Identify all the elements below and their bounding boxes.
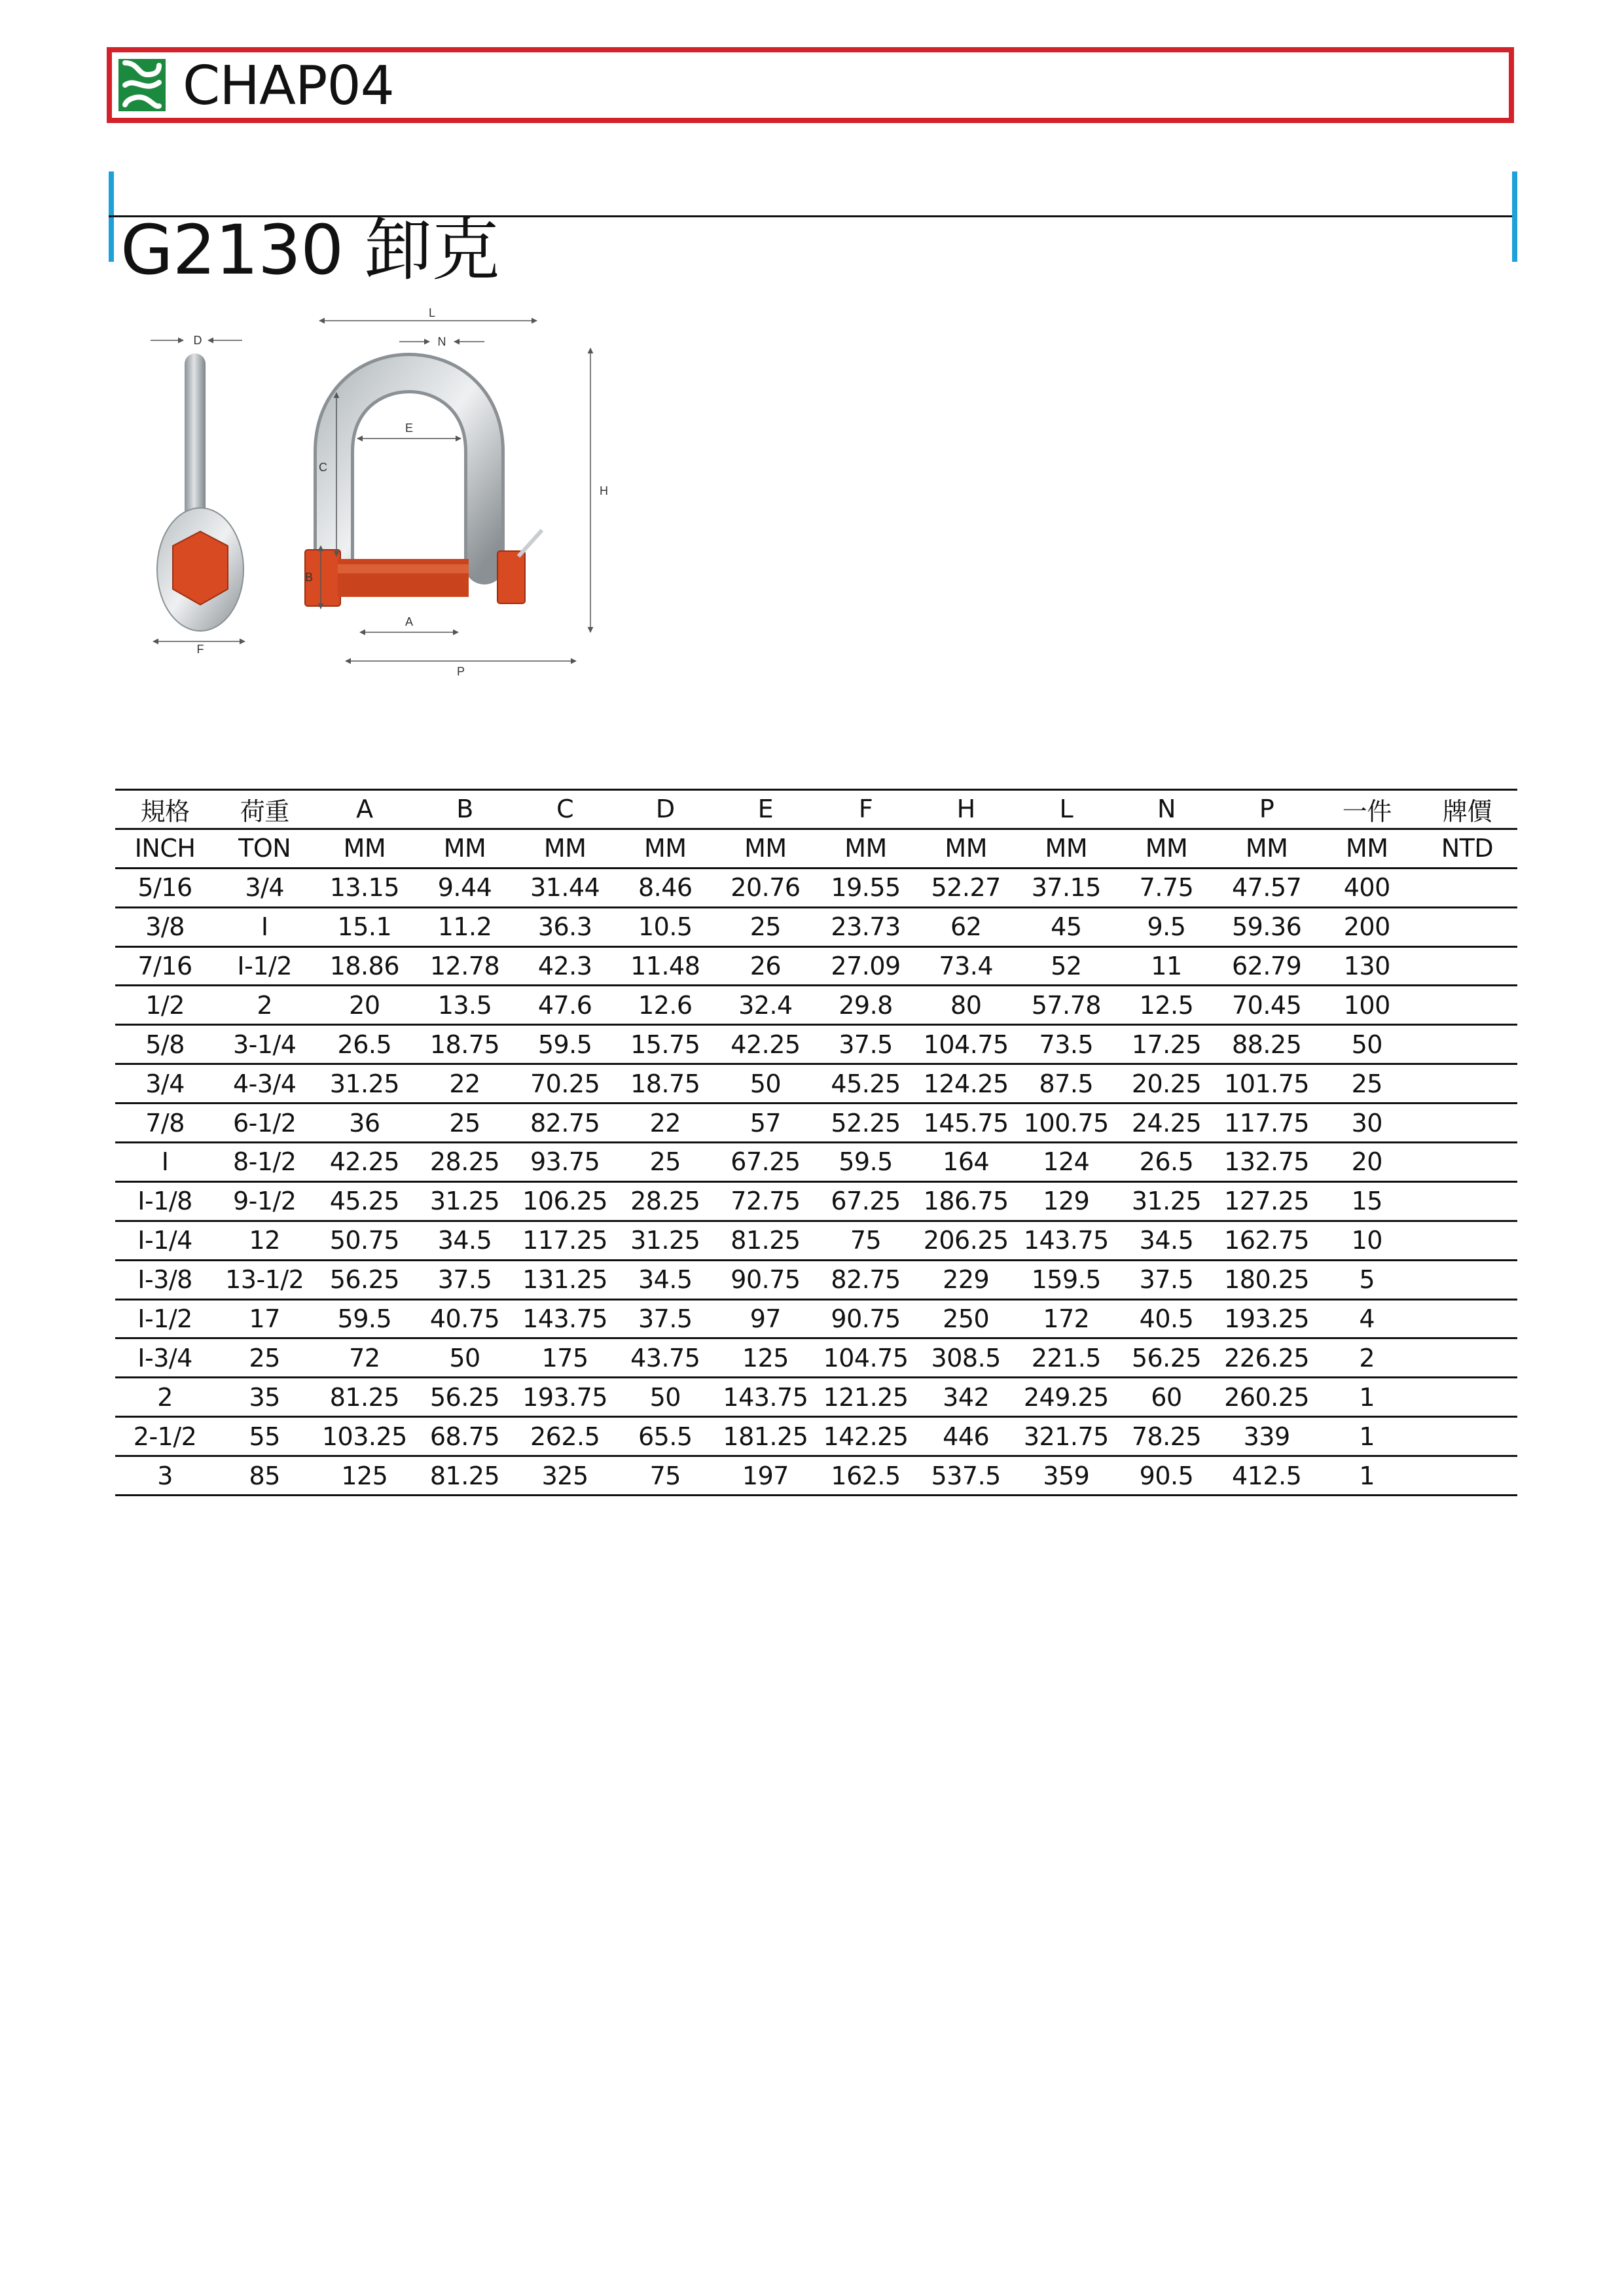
- cell-unit-qty: 5: [1317, 1260, 1417, 1299]
- cell-b: 81.25: [414, 1456, 514, 1496]
- cell-price: [1417, 1338, 1517, 1378]
- cell-c: 325: [515, 1456, 615, 1496]
- cell-f: 45.25: [816, 1064, 916, 1103]
- cell-c: 93.75: [515, 1143, 615, 1182]
- cell-price: [1417, 1025, 1517, 1064]
- cell-load: 25: [215, 1338, 314, 1378]
- table-row: [115, 1025, 1517, 1064]
- heading-accent-right: [1512, 171, 1517, 262]
- cell-n: 56.25: [1116, 1338, 1216, 1378]
- dim-label-b: B: [304, 571, 313, 584]
- unit-cell-spec: INCH: [115, 829, 215, 868]
- cell-d: 34.5: [615, 1260, 715, 1299]
- cell-unit-qty: 4: [1317, 1299, 1417, 1338]
- cell-l: 100.75: [1016, 1103, 1116, 1143]
- cell-f: 82.75: [816, 1260, 916, 1299]
- cell-load: I-1/2: [215, 946, 314, 986]
- cell-l: 87.5: [1016, 1064, 1116, 1103]
- cell-c: 70.25: [515, 1064, 615, 1103]
- cell-c: 193.75: [515, 1378, 615, 1417]
- cell-spec: 3/8: [115, 907, 215, 946]
- cell-h: 145.75: [916, 1103, 1016, 1143]
- cell-load: 9-1/2: [215, 1181, 314, 1221]
- unit-cell-unit-qty: MM: [1317, 829, 1417, 868]
- cell-spec: I-1/4: [115, 1221, 215, 1260]
- cell-d: 25: [615, 1143, 715, 1182]
- cell-h: 52.27: [916, 868, 1016, 907]
- cell-unit-qty: 1: [1317, 1456, 1417, 1496]
- table-row: [115, 1378, 1517, 1417]
- cell-price: [1417, 907, 1517, 946]
- cell-d: 18.75: [615, 1064, 715, 1103]
- cell-price: [1417, 1221, 1517, 1260]
- cell-spec: 7/8: [115, 1103, 215, 1143]
- cell-h: 73.4: [916, 946, 1016, 986]
- cell-e: 20.76: [715, 868, 816, 907]
- cell-load: 55: [215, 1417, 314, 1456]
- cell-b: 12.78: [414, 946, 514, 986]
- cell-f: 121.25: [816, 1378, 916, 1417]
- dim-label-p: P: [456, 665, 465, 678]
- dim-label-c: C: [319, 461, 327, 474]
- cell-unit-qty: 25: [1317, 1064, 1417, 1103]
- cell-e: 125: [715, 1338, 816, 1378]
- cell-spec: 7/16: [115, 946, 215, 986]
- cell-c: 131.25: [515, 1260, 615, 1299]
- cell-h: 80: [916, 986, 1016, 1025]
- cell-n: 78.25: [1116, 1417, 1216, 1456]
- cell-l: 52: [1016, 946, 1116, 986]
- cell-b: 34.5: [414, 1221, 514, 1260]
- cell-a: 36: [314, 1103, 414, 1143]
- cell-l: 73.5: [1016, 1025, 1116, 1064]
- cell-f: 27.09: [816, 946, 916, 986]
- cell-c: 59.5: [515, 1025, 615, 1064]
- cell-spec: 2: [115, 1378, 215, 1417]
- cell-price: [1417, 868, 1517, 907]
- cell-n: 11: [1116, 946, 1216, 986]
- cell-b: 31.25: [414, 1181, 514, 1221]
- table-row: [115, 1181, 1517, 1221]
- cell-d: 8.46: [615, 868, 715, 907]
- header-cell-unit-qty: 一件: [1317, 790, 1417, 829]
- unit-cell-d: MM: [615, 829, 715, 868]
- cell-p: 339: [1217, 1417, 1317, 1456]
- cell-n: 31.25: [1116, 1181, 1216, 1221]
- unit-cell-n: MM: [1116, 829, 1216, 868]
- cell-price: [1417, 1064, 1517, 1103]
- cell-unit-qty: 10: [1317, 1221, 1417, 1260]
- cell-f: 23.73: [816, 907, 916, 946]
- cell-l: 172: [1016, 1299, 1116, 1338]
- cell-l: 57.78: [1016, 986, 1116, 1025]
- cell-b: 68.75: [414, 1417, 514, 1456]
- unit-cell-a: MM: [314, 829, 414, 868]
- cell-load: 4-3/4: [215, 1064, 314, 1103]
- cell-f: 162.5: [816, 1456, 916, 1496]
- cell-p: 101.75: [1217, 1064, 1317, 1103]
- cell-p: 412.5: [1217, 1456, 1317, 1496]
- header-cell-spec: 規格: [115, 790, 215, 829]
- table-body: [115, 868, 1517, 1495]
- cell-h: 186.75: [916, 1181, 1016, 1221]
- cell-p: 162.75: [1217, 1221, 1317, 1260]
- cell-a: 50.75: [314, 1221, 414, 1260]
- chapter-header-bar: [107, 47, 1514, 123]
- cell-n: 7.75: [1116, 868, 1216, 907]
- table-row: [115, 1260, 1517, 1299]
- cell-a: 56.25: [314, 1260, 414, 1299]
- cell-l: 143.75: [1016, 1221, 1116, 1260]
- cell-e: 143.75: [715, 1378, 816, 1417]
- cell-price: [1417, 1299, 1517, 1338]
- cell-c: 175: [515, 1338, 615, 1378]
- cell-h: 342: [916, 1378, 1016, 1417]
- cell-d: 31.25: [615, 1221, 715, 1260]
- table-row: [115, 946, 1517, 986]
- cell-e: 97: [715, 1299, 816, 1338]
- cell-n: 40.5: [1116, 1299, 1216, 1338]
- header-cell-h: H: [916, 790, 1016, 829]
- cell-h: 164: [916, 1143, 1016, 1182]
- dim-label-f: F: [196, 643, 204, 656]
- spec-table: [115, 789, 1517, 1496]
- cell-spec: 5/8: [115, 1025, 215, 1064]
- cell-e: 67.25: [715, 1143, 816, 1182]
- cell-f: 142.25: [816, 1417, 916, 1456]
- cell-unit-qty: 1: [1317, 1378, 1417, 1417]
- shackle-dimension-figure: [144, 308, 615, 681]
- cell-l: 45: [1016, 907, 1116, 946]
- cell-h: 446: [916, 1417, 1016, 1456]
- cell-a: 15.1: [314, 907, 414, 946]
- cell-load: 3-1/4: [215, 1025, 314, 1064]
- header-cell-p: P: [1217, 790, 1317, 829]
- cell-p: 117.75: [1217, 1103, 1317, 1143]
- table-unit-row: [115, 829, 1517, 868]
- cell-e: 32.4: [715, 986, 816, 1025]
- unit-cell-f: MM: [816, 829, 916, 868]
- table-row: [115, 1143, 1517, 1182]
- cell-n: 9.5: [1116, 907, 1216, 946]
- table-row: [115, 1064, 1517, 1103]
- unit-cell-l: MM: [1016, 829, 1116, 868]
- cell-price: [1417, 946, 1517, 986]
- cell-d: 10.5: [615, 907, 715, 946]
- cell-a: 13.15: [314, 868, 414, 907]
- cell-h: 104.75: [916, 1025, 1016, 1064]
- cell-price: [1417, 1456, 1517, 1496]
- cell-a: 72: [314, 1338, 414, 1378]
- header-cell-l: L: [1016, 790, 1116, 829]
- cell-e: 25: [715, 907, 816, 946]
- cell-n: 34.5: [1116, 1221, 1216, 1260]
- cell-p: 88.25: [1217, 1025, 1317, 1064]
- header-cell-d: D: [615, 790, 715, 829]
- cell-load: I: [215, 907, 314, 946]
- cell-b: 28.25: [414, 1143, 514, 1182]
- cell-n: 20.25: [1116, 1064, 1216, 1103]
- cell-b: 9.44: [414, 868, 514, 907]
- cell-b: 56.25: [414, 1378, 514, 1417]
- cell-e: 90.75: [715, 1260, 816, 1299]
- cell-d: 75: [615, 1456, 715, 1496]
- table-row: [115, 907, 1517, 946]
- cell-price: [1417, 1143, 1517, 1182]
- cell-c: 106.25: [515, 1181, 615, 1221]
- cell-h: 229: [916, 1260, 1016, 1299]
- cell-e: 42.25: [715, 1025, 816, 1064]
- cell-b: 13.5: [414, 986, 514, 1025]
- table-row: [115, 1103, 1517, 1143]
- cell-load: 3/4: [215, 868, 314, 907]
- table-row: [115, 1417, 1517, 1456]
- cell-c: 82.75: [515, 1103, 615, 1143]
- unit-cell-e: MM: [715, 829, 816, 868]
- cell-a: 26.5: [314, 1025, 414, 1064]
- cell-load: 6-1/2: [215, 1103, 314, 1143]
- cell-price: [1417, 986, 1517, 1025]
- cell-spec: I-3/4: [115, 1338, 215, 1378]
- cell-unit-qty: 30: [1317, 1103, 1417, 1143]
- cell-p: 127.25: [1217, 1181, 1317, 1221]
- cell-n: 60: [1116, 1378, 1216, 1417]
- cell-f: 52.25: [816, 1103, 916, 1143]
- cell-b: 22: [414, 1064, 514, 1103]
- cell-c: 42.3: [515, 946, 615, 986]
- header-cell-n: N: [1116, 790, 1216, 829]
- cell-p: 62.79: [1217, 946, 1317, 986]
- cell-a: 125: [314, 1456, 414, 1496]
- cell-spec: I-3/8: [115, 1260, 215, 1299]
- cell-d: 22: [615, 1103, 715, 1143]
- cell-d: 43.75: [615, 1338, 715, 1378]
- cell-price: [1417, 1378, 1517, 1417]
- cell-c: 31.44: [515, 868, 615, 907]
- cell-d: 12.6: [615, 986, 715, 1025]
- cell-l: 321.75: [1016, 1417, 1116, 1456]
- cell-p: 226.25: [1217, 1338, 1317, 1378]
- chapter-title: CHAP04: [183, 55, 394, 117]
- brand-logo-icon: [118, 59, 166, 111]
- table-row: [115, 868, 1517, 907]
- cell-unit-qty: 50: [1317, 1025, 1417, 1064]
- cell-h: 124.25: [916, 1064, 1016, 1103]
- cell-spec: 3: [115, 1456, 215, 1496]
- cell-e: 81.25: [715, 1221, 816, 1260]
- cell-d: 11.48: [615, 946, 715, 986]
- cell-b: 11.2: [414, 907, 514, 946]
- dim-label-e: E: [405, 422, 414, 435]
- table-header-row: [115, 790, 1517, 829]
- cell-b: 18.75: [414, 1025, 514, 1064]
- dim-label-n: N: [437, 335, 446, 348]
- cell-unit-qty: 1: [1317, 1417, 1417, 1456]
- cell-p: 180.25: [1217, 1260, 1317, 1299]
- shackle-side-view: [157, 353, 244, 631]
- dim-label-h: H: [600, 484, 608, 497]
- cell-spec: 3/4: [115, 1064, 215, 1103]
- cell-load: 2: [215, 986, 314, 1025]
- cell-f: 59.5: [816, 1143, 916, 1182]
- header-cell-b: B: [414, 790, 514, 829]
- cell-spec: 2-1/2: [115, 1417, 215, 1456]
- cell-spec: I-1/2: [115, 1299, 215, 1338]
- cell-unit-qty: 2: [1317, 1338, 1417, 1378]
- cell-c: 143.75: [515, 1299, 615, 1338]
- cell-a: 20: [314, 986, 414, 1025]
- unit-cell-price: NTD: [1417, 829, 1517, 868]
- cell-l: 249.25: [1016, 1378, 1116, 1417]
- header-cell-price: 牌價: [1417, 790, 1517, 829]
- cell-h: 206.25: [916, 1221, 1016, 1260]
- cell-d: 15.75: [615, 1025, 715, 1064]
- cell-n: 90.5: [1116, 1456, 1216, 1496]
- cell-a: 59.5: [314, 1299, 414, 1338]
- cell-c: 36.3: [515, 907, 615, 946]
- header-cell-c: C: [515, 790, 615, 829]
- cell-load: 35: [215, 1378, 314, 1417]
- cell-h: 250: [916, 1299, 1016, 1338]
- table-row: [115, 1221, 1517, 1260]
- cell-b: 25: [414, 1103, 514, 1143]
- cell-p: 47.57: [1217, 868, 1317, 907]
- cell-load: 12: [215, 1221, 314, 1260]
- cell-f: 104.75: [816, 1338, 916, 1378]
- cell-a: 103.25: [314, 1417, 414, 1456]
- cell-unit-qty: 130: [1317, 946, 1417, 986]
- cell-f: 67.25: [816, 1181, 916, 1221]
- dim-label-l: L: [428, 308, 436, 319]
- cell-a: 42.25: [314, 1143, 414, 1182]
- cell-e: 26: [715, 946, 816, 986]
- cell-unit-qty: 400: [1317, 868, 1417, 907]
- cell-spec: 5/16: [115, 868, 215, 907]
- cell-f: 90.75: [816, 1299, 916, 1338]
- cell-price: [1417, 1103, 1517, 1143]
- cell-unit-qty: 15: [1317, 1181, 1417, 1221]
- unit-cell-load: TON: [215, 829, 314, 868]
- cell-load: 85: [215, 1456, 314, 1496]
- header-cell-load: 荷重: [215, 790, 314, 829]
- cell-f: 19.55: [816, 868, 916, 907]
- table-row: [115, 1299, 1517, 1338]
- cell-d: 65.5: [615, 1417, 715, 1456]
- cell-spec: 1/2: [115, 986, 215, 1025]
- cell-c: 262.5: [515, 1417, 615, 1456]
- cell-e: 50: [715, 1064, 816, 1103]
- cell-n: 37.5: [1116, 1260, 1216, 1299]
- cell-e: 197: [715, 1456, 816, 1496]
- header-cell-a: A: [314, 790, 414, 829]
- shackle-front-view: [305, 373, 542, 606]
- product-title: G2130 卸克: [120, 210, 499, 290]
- unit-cell-h: MM: [916, 829, 1016, 868]
- cell-a: 31.25: [314, 1064, 414, 1103]
- cell-h: 62: [916, 907, 1016, 946]
- cell-load: 17: [215, 1299, 314, 1338]
- cell-b: 40.75: [414, 1299, 514, 1338]
- cell-e: 181.25: [715, 1417, 816, 1456]
- unit-cell-b: MM: [414, 829, 514, 868]
- cell-l: 124: [1016, 1143, 1116, 1182]
- cell-a: 81.25: [314, 1378, 414, 1417]
- cell-spec: I-1/8: [115, 1181, 215, 1221]
- dim-label-d: D: [193, 334, 202, 347]
- cell-a: 18.86: [314, 946, 414, 986]
- cell-h: 308.5: [916, 1338, 1016, 1378]
- cell-load: 8-1/2: [215, 1143, 314, 1182]
- cell-f: 75: [816, 1221, 916, 1260]
- cell-l: 221.5: [1016, 1338, 1116, 1378]
- cell-d: 28.25: [615, 1181, 715, 1221]
- cell-price: [1417, 1181, 1517, 1221]
- cell-load: 13-1/2: [215, 1260, 314, 1299]
- cell-p: 260.25: [1217, 1378, 1317, 1417]
- cell-spec: I: [115, 1143, 215, 1182]
- unit-cell-p: MM: [1217, 829, 1317, 868]
- cell-l: 37.15: [1016, 868, 1116, 907]
- cell-n: 24.25: [1116, 1103, 1216, 1143]
- cell-unit-qty: 20: [1317, 1143, 1417, 1182]
- unit-cell-c: MM: [515, 829, 615, 868]
- cell-c: 117.25: [515, 1221, 615, 1260]
- cell-e: 57: [715, 1103, 816, 1143]
- cell-p: 59.36: [1217, 907, 1317, 946]
- cell-l: 359: [1016, 1456, 1116, 1496]
- cell-f: 37.5: [816, 1025, 916, 1064]
- cell-unit-qty: 200: [1317, 907, 1417, 946]
- cell-unit-qty: 100: [1317, 986, 1417, 1025]
- cell-h: 537.5: [916, 1456, 1016, 1496]
- cell-n: 26.5: [1116, 1143, 1216, 1182]
- cell-p: 70.45: [1217, 986, 1317, 1025]
- cell-p: 132.75: [1217, 1143, 1317, 1182]
- cell-f: 29.8: [816, 986, 916, 1025]
- cell-price: [1417, 1417, 1517, 1456]
- cell-n: 12.5: [1116, 986, 1216, 1025]
- table-row: [115, 986, 1517, 1025]
- cell-a: 45.25: [314, 1181, 414, 1221]
- table-row: [115, 1456, 1517, 1496]
- header-cell-f: F: [816, 790, 916, 829]
- cell-l: 129: [1016, 1181, 1116, 1221]
- table-row: [115, 1338, 1517, 1378]
- cell-d: 37.5: [615, 1299, 715, 1338]
- cell-price: [1417, 1260, 1517, 1299]
- cell-b: 50: [414, 1338, 514, 1378]
- cell-b: 37.5: [414, 1260, 514, 1299]
- cell-c: 47.6: [515, 986, 615, 1025]
- dim-label-a: A: [405, 615, 414, 628]
- cell-n: 17.25: [1116, 1025, 1216, 1064]
- cell-d: 50: [615, 1378, 715, 1417]
- cell-e: 72.75: [715, 1181, 816, 1221]
- header-cell-e: E: [715, 790, 816, 829]
- cell-l: 159.5: [1016, 1260, 1116, 1299]
- cell-p: 193.25: [1217, 1299, 1317, 1338]
